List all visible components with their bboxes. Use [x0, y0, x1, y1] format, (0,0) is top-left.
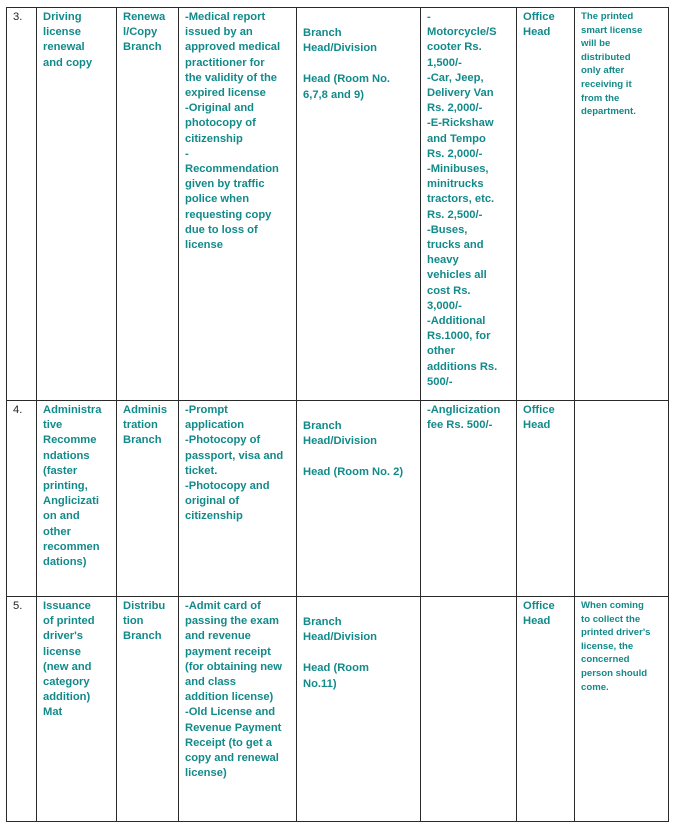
table-row [7, 8, 669, 401]
table-row [7, 597, 669, 822]
service-name: Driving license renewal and copy [37, 8, 117, 401]
grievance-officer: Office Head [517, 597, 575, 822]
responsible-room: Head (Room No. 2) [303, 466, 404, 479]
row-number: 4. [7, 401, 37, 597]
service-fee: -Anglicization fee Rs. 500/- [421, 401, 517, 597]
responsible-branch: Branch Head/Division [303, 27, 377, 55]
service-name: Administra tive Recomme ndations (faster printing, Anglicizati on and other recommen dations) [37, 401, 117, 597]
responsible-officer [297, 597, 421, 822]
table-row [7, 401, 669, 597]
branch-name: Distribu tion Branch [117, 597, 179, 822]
row-number: 5. [7, 597, 37, 822]
row-number: 3. [7, 8, 37, 401]
remarks: When coming to collect the printed driver's license, the concerned person should come. [575, 597, 669, 822]
responsible-branch: Branch Head/Division [303, 616, 377, 644]
service-fee: - Motorcycle/S cooter Rs. 1,500/- -Car, Jeep, Delivery Van Rs. 2,000/- -E-Rickshaw and Tempo Rs. 2,000/- -Minibuses, minitrucks tractors, etc. Rs. 2,500/- -Buses, trucks and heavy vehicles all cost Rs. 3,000/- -Additional Rs.1000, for other additions Rs. 500/- [421, 8, 517, 401]
responsible-officer [297, 401, 421, 597]
service-name: Issuance of printed driver's license (new and category addition) Mat [37, 597, 117, 822]
branch-name: Renewa l/Copy Branch [117, 8, 179, 401]
branch-name: Adminis tration Branch [117, 401, 179, 597]
remarks [575, 401, 669, 597]
remarks: The printed smart license will be distributed only after receiving it from the department. [575, 8, 669, 401]
responsible-branch: Branch Head/Division [303, 420, 377, 448]
required-documents: -Prompt application -Photocopy of passport, visa and ticket. -Photocopy and original of citizenship [179, 401, 297, 597]
responsible-room: Head (Room No. 6,7,8 and 9) [303, 73, 391, 101]
responsible-officer [297, 8, 421, 401]
grievance-officer: Office Head [517, 401, 575, 597]
service-fee [421, 597, 517, 822]
required-documents: -Medical report issued by an approved medical practitioner for the validity of the expired license -Original and photocopy of citizenship - Recommendation given by traffic police when requesting copy due to loss of license [179, 8, 297, 401]
responsible-room: Head (Room No.11) [303, 662, 369, 690]
service-charter-table [6, 7, 669, 822]
required-documents: -Admit card of passing the exam and revenue payment receipt (for obtaining new and class addition license) -Old License and Revenue Payment Receipt (to get a copy and renewal license) [179, 597, 297, 822]
grievance-officer: Office Head [517, 8, 575, 401]
